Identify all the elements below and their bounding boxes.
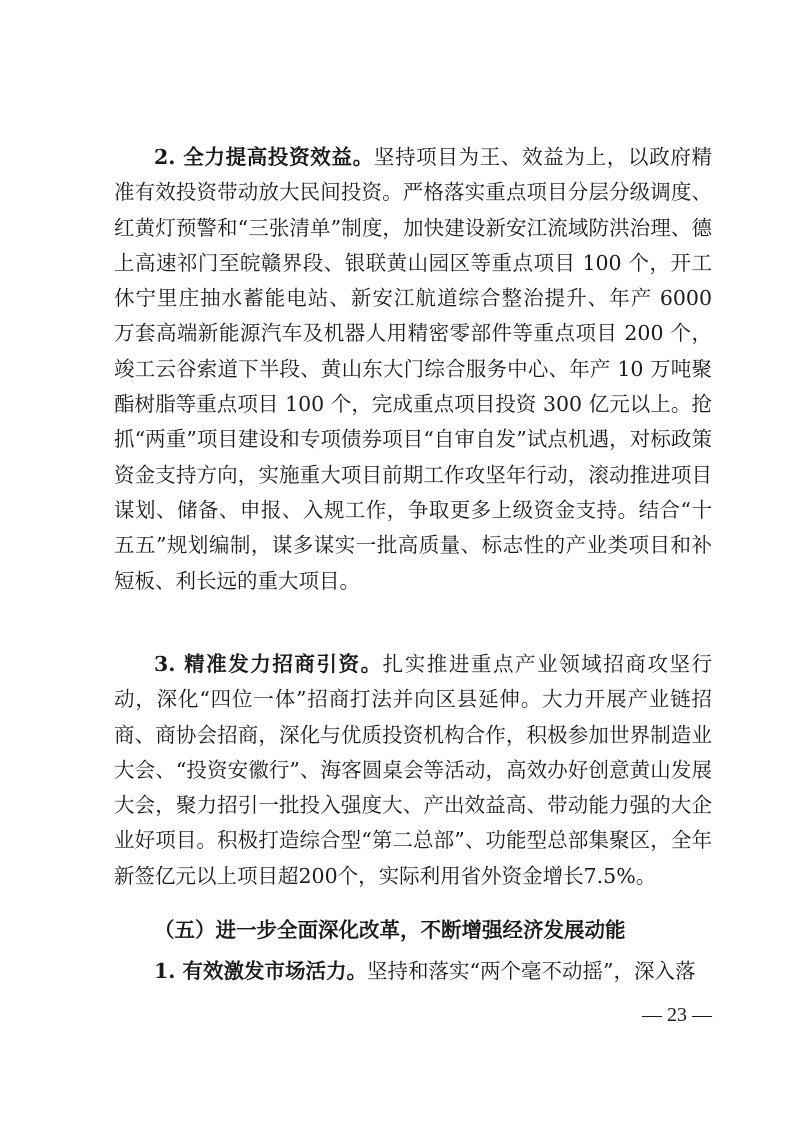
paragraph-market-vitality: [114, 954, 712, 989]
section-heading: （五）进一步全面深化改革，不断增强经济发展动能: [154, 918, 626, 942]
paragraph-investment-efficiency: [114, 140, 712, 599]
paragraph-lead: 3. 精准发力招商引资。: [154, 652, 383, 676]
paragraph-lead: 1. 有效激发市场活力。: [154, 959, 368, 983]
paragraph-lead: 2. 全力提高投资效益。: [154, 145, 374, 169]
paragraph-investment-attraction: [114, 647, 712, 894]
paragraph-body: 坚持和落实“两个毫不动摇”，深入落: [367, 959, 696, 983]
paragraph-body: 扎实推进重点产业领域招商攻坚行动，深化“四位一体”招商打法并向区县延伸。大力开展产业链招商、商协会招商，深化与优质投资机构合作，积极参加世界制造业大会、“投资安徽行”、海客圆桌会等活动，高效办好创意黄山发展大会，聚力招引一批投入强度大、产出效益高、带动能力强的大企业好项目。积极打造综合型“第二总部”、功能型总部集聚区，全年新签亿元以上项目超200个，实际利用省外资金增长7.5%。: [114, 652, 713, 888]
paragraph-body: 坚持项目为王、效益为上，以政府精准有效投资带动放大民间投资。严格落实重点项目分层分级调度、红黄灯预警和“三张清单”制度，加快建设新安江流域防洪治理、德上高速祁门至皖赣界段、银联黄山园区等重点项目 100 个，开工休宁里庄抽水蓄能电站、新安江航道综合整治提升、年产 6000 万套高端新能源汽车及机器人用精密零部件等重点项目 200 个，竣工云谷索道下半段、黄山东大门综合服务中心、年产 10 万吨聚酯树脂等重点项目 100 个，完成重点项目投资 300 亿元以上。抢抓“两重”项目建设和专项债券项目“自审自发”试点机遇，对标政策资金支持方向，实施重大项目前期工作攻坚年行动，滚动推进项目谋划、储备、申报、入规工作，争取更多上级资金支持。结合“十五五”规划编制，谋多谋实一批高质量、标志性的产业类项目和补短板、利长远的重大项目。: [114, 145, 712, 593]
page-number: — 23 —: [642, 1004, 712, 1026]
